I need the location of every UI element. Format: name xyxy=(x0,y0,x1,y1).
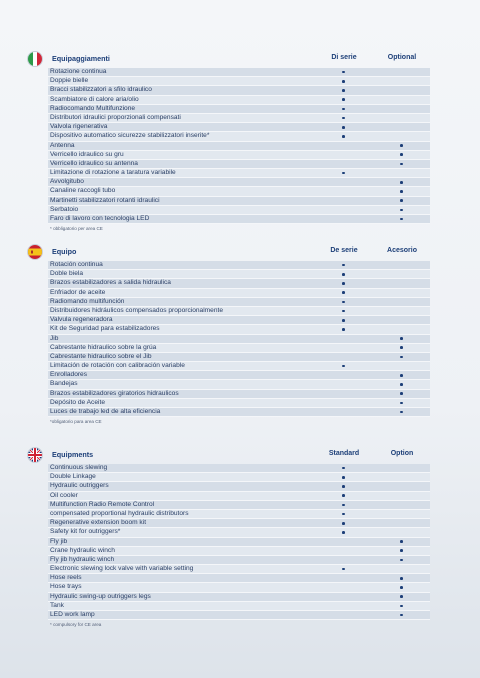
optional-bullet-icon xyxy=(400,199,403,202)
standard-bullet-icon xyxy=(342,485,345,488)
section-spanish xyxy=(28,246,430,424)
table-row xyxy=(48,169,430,178)
feature-label: Hose trays xyxy=(50,583,82,591)
standard-bullet-icon xyxy=(342,71,345,74)
feature-label: Valvola rigenerativa xyxy=(50,123,108,131)
section-english xyxy=(28,449,430,627)
table-row xyxy=(48,298,430,307)
table-row xyxy=(48,473,430,482)
table-row xyxy=(48,371,430,380)
feature-table xyxy=(28,261,430,417)
table-row xyxy=(48,464,430,473)
feature-label: Oil cooler xyxy=(50,491,78,499)
standard-bullet-icon xyxy=(342,98,345,101)
feature-label: Doble biela xyxy=(50,270,83,278)
footnote: *obligatorio para area CE xyxy=(50,419,102,425)
table-row xyxy=(48,206,430,215)
standard-bullet-icon xyxy=(342,108,345,111)
table-row xyxy=(48,602,430,611)
optional-bullet-icon xyxy=(400,392,403,395)
table-row xyxy=(48,353,430,362)
footnote: * compulsory for CE area xyxy=(50,622,102,628)
feature-label: Dispositivo automatico sicurezze stabilizzatori inserite* xyxy=(50,132,210,140)
feature-label: Continuous slewing xyxy=(50,464,108,471)
table-row xyxy=(48,519,430,528)
section-title: Equipments xyxy=(52,450,94,459)
table-row xyxy=(48,151,430,160)
table-row xyxy=(48,187,430,196)
table-row xyxy=(48,492,430,501)
uk-flag-icon xyxy=(28,448,42,462)
feature-label: Verricello idraulico su antenna xyxy=(50,159,138,167)
feature-label: Cabrestante hidraulico sobre la grúa xyxy=(50,343,157,351)
feature-label: Avvolgitubo xyxy=(50,178,84,186)
standard-bullet-icon xyxy=(342,273,345,276)
feature-label: Bracci stabilizzatori a sfilo idraulico xyxy=(50,86,152,94)
table-row xyxy=(48,142,430,151)
table-row xyxy=(48,105,430,114)
table-row xyxy=(48,86,430,95)
table-row xyxy=(48,583,430,592)
table-row xyxy=(48,178,430,187)
feature-label: Multifunction Radio Remote Control xyxy=(50,500,155,508)
optional-bullet-icon xyxy=(400,549,403,552)
feature-label: Kit de Seguridad para estabilizadores xyxy=(50,325,160,333)
column-header-optional: Option xyxy=(390,450,414,457)
standard-bullet-icon xyxy=(342,126,345,129)
table-row xyxy=(48,501,430,510)
feature-label: Hydraulic outriggers xyxy=(50,482,109,490)
column-header-standard: Di serie xyxy=(331,54,357,61)
feature-label: Limitazione di rotazione a taratura variabile xyxy=(50,169,176,177)
table-row xyxy=(48,123,430,132)
table-row xyxy=(48,344,430,353)
optional-bullet-icon xyxy=(400,209,403,212)
section-header xyxy=(28,449,430,463)
standard-bullet-icon xyxy=(342,476,345,479)
column-header-standard: Standard xyxy=(328,450,360,457)
table-row xyxy=(48,528,430,537)
standard-bullet-icon xyxy=(342,301,345,304)
optional-bullet-icon xyxy=(400,374,403,377)
feature-label: Luces de trabajo led de alta eficiencia xyxy=(50,408,161,415)
column-header-optional: Optional xyxy=(387,54,417,61)
table-row xyxy=(48,279,430,288)
table-row xyxy=(48,197,430,206)
feature-label: Fly jib hydraulic winch xyxy=(50,555,115,563)
feature-label: Limitación de rotación con calibración variable xyxy=(50,362,185,370)
optional-bullet-icon xyxy=(400,356,403,359)
feature-label: compensated proportional hydraulic distributors xyxy=(50,509,189,517)
feature-label: Depósito de Aceite xyxy=(50,398,105,406)
table-row xyxy=(48,289,430,298)
section-header xyxy=(28,53,430,67)
feature-label: Rotación continua xyxy=(50,261,103,268)
feature-label: Electronic slewing lock valve with variable setting xyxy=(50,565,194,573)
optional-bullet-icon xyxy=(400,586,403,589)
standard-bullet-icon xyxy=(342,568,345,571)
table-row xyxy=(48,510,430,519)
feature-table xyxy=(28,68,430,224)
table-row xyxy=(48,399,430,408)
feature-label: Hose reels xyxy=(50,574,82,582)
standard-bullet-icon xyxy=(342,365,345,368)
feature-label: Rotazione continua xyxy=(50,68,107,75)
feature-label: Enfriador de aceite xyxy=(50,288,106,296)
optional-bullet-icon xyxy=(400,402,403,405)
table-row xyxy=(48,307,430,316)
optional-bullet-icon xyxy=(400,163,403,166)
feature-label: Double Linkage xyxy=(50,473,96,481)
feature-label: Bandejas xyxy=(50,380,78,388)
feature-label: Enrolladores xyxy=(50,371,88,379)
section-header xyxy=(28,246,430,260)
table-row xyxy=(48,325,430,334)
table-row xyxy=(48,96,430,105)
column-header-standard: De serie xyxy=(330,247,358,254)
standard-bullet-icon xyxy=(342,117,345,120)
table-row xyxy=(48,408,430,417)
optional-bullet-icon xyxy=(400,144,403,147)
table-row xyxy=(48,565,430,574)
standard-bullet-icon xyxy=(342,310,345,313)
feature-label: Radiocomando Multifunzione xyxy=(50,104,136,112)
feature-label: Crane hydraulic winch xyxy=(50,546,115,554)
feature-label: Tank xyxy=(50,601,64,609)
table-row xyxy=(48,390,430,399)
standard-bullet-icon xyxy=(342,319,345,322)
table-row xyxy=(48,68,430,77)
table-row xyxy=(48,362,430,371)
standard-bullet-icon xyxy=(342,135,345,138)
feature-label: Serbatoio xyxy=(50,205,79,213)
section-italian xyxy=(28,53,430,231)
feature-table xyxy=(28,464,430,620)
table-row xyxy=(48,611,430,620)
optional-bullet-icon xyxy=(400,346,403,349)
feature-label: Valvula regeneradora xyxy=(50,316,113,324)
optional-bullet-icon xyxy=(400,614,403,617)
table-row xyxy=(48,556,430,565)
table-row xyxy=(48,574,430,583)
feature-label: Distributori idraulici proporzionali compensati xyxy=(50,113,181,121)
table-row xyxy=(48,547,430,556)
standard-bullet-icon xyxy=(342,494,345,497)
table-row xyxy=(48,160,430,169)
feature-label: Canaline raccogli tubo xyxy=(50,187,116,195)
standard-bullet-icon xyxy=(342,522,345,525)
feature-label: Doppie bielle xyxy=(50,77,89,85)
feature-label: Scambiatore di calore aria/olio xyxy=(50,95,139,103)
table-row xyxy=(48,538,430,547)
standard-bullet-icon xyxy=(342,513,345,516)
footnote: * obbligatorio per area CE xyxy=(50,226,103,232)
standard-bullet-icon xyxy=(342,291,345,294)
table-row xyxy=(48,132,430,141)
standard-bullet-icon xyxy=(342,172,345,175)
table-row xyxy=(48,316,430,325)
optional-bullet-icon xyxy=(400,153,403,156)
optional-bullet-icon xyxy=(400,181,403,184)
optional-bullet-icon xyxy=(400,337,403,340)
section-title: Equipo xyxy=(52,247,77,256)
optional-bullet-icon xyxy=(400,540,403,543)
optional-bullet-icon xyxy=(400,605,403,608)
optional-bullet-icon xyxy=(400,383,403,386)
table-row xyxy=(48,215,430,224)
standard-bullet-icon xyxy=(342,328,345,331)
table-row xyxy=(48,114,430,123)
feature-label: Martinetti stabilizzatori rotanti idraulici xyxy=(50,196,160,204)
table-row xyxy=(48,335,430,344)
spain-flag-icon xyxy=(28,245,42,259)
feature-label: Brazos estabilizadores a salida hidraulica xyxy=(50,279,171,287)
table-row xyxy=(48,261,430,270)
optional-bullet-icon xyxy=(400,577,403,580)
feature-label: LED work lamp xyxy=(50,611,95,618)
standard-bullet-icon xyxy=(342,467,345,470)
table-row xyxy=(48,270,430,279)
feature-label: Regenerative extension boom kit xyxy=(50,519,147,527)
standard-bullet-icon xyxy=(342,504,345,507)
column-header-optional: Acesorio xyxy=(387,247,417,254)
feature-label: Verricello idraulico su gru xyxy=(50,150,124,158)
feature-label: Fly jib xyxy=(50,537,68,545)
feature-label: Faro di lavoro con tecnologia LED xyxy=(50,215,150,222)
standard-bullet-icon xyxy=(342,282,345,285)
optional-bullet-icon xyxy=(400,595,403,598)
standard-bullet-icon xyxy=(342,531,345,534)
standard-bullet-icon xyxy=(342,89,345,92)
feature-label: Distribuidores hidráulicos compensados proporcionalmente xyxy=(50,306,223,314)
standard-bullet-icon xyxy=(342,264,345,267)
optional-bullet-icon xyxy=(400,411,403,414)
feature-label: Hydraulic swing-up outriggers legs xyxy=(50,592,151,600)
feature-label: Cabrestante hidraulico sobre el Jib xyxy=(50,352,152,360)
feature-label: Jib xyxy=(50,334,59,342)
section-title: Equipaggiamenti xyxy=(52,54,110,63)
optional-bullet-icon xyxy=(400,218,403,221)
standard-bullet-icon xyxy=(342,80,345,83)
table-row xyxy=(48,482,430,491)
optional-bullet-icon xyxy=(400,559,403,562)
italy-flag-icon xyxy=(28,52,42,66)
feature-label: Brazos estabilizadores giratorios hidraulicos xyxy=(50,389,179,397)
feature-label: Antenna xyxy=(50,141,75,149)
feature-label: Radiomando multifunción xyxy=(50,297,125,305)
feature-label: Safety kit for outriggers* xyxy=(50,528,121,536)
table-row xyxy=(48,593,430,602)
optional-bullet-icon xyxy=(400,190,403,193)
table-row xyxy=(48,77,430,86)
table-row xyxy=(48,380,430,389)
